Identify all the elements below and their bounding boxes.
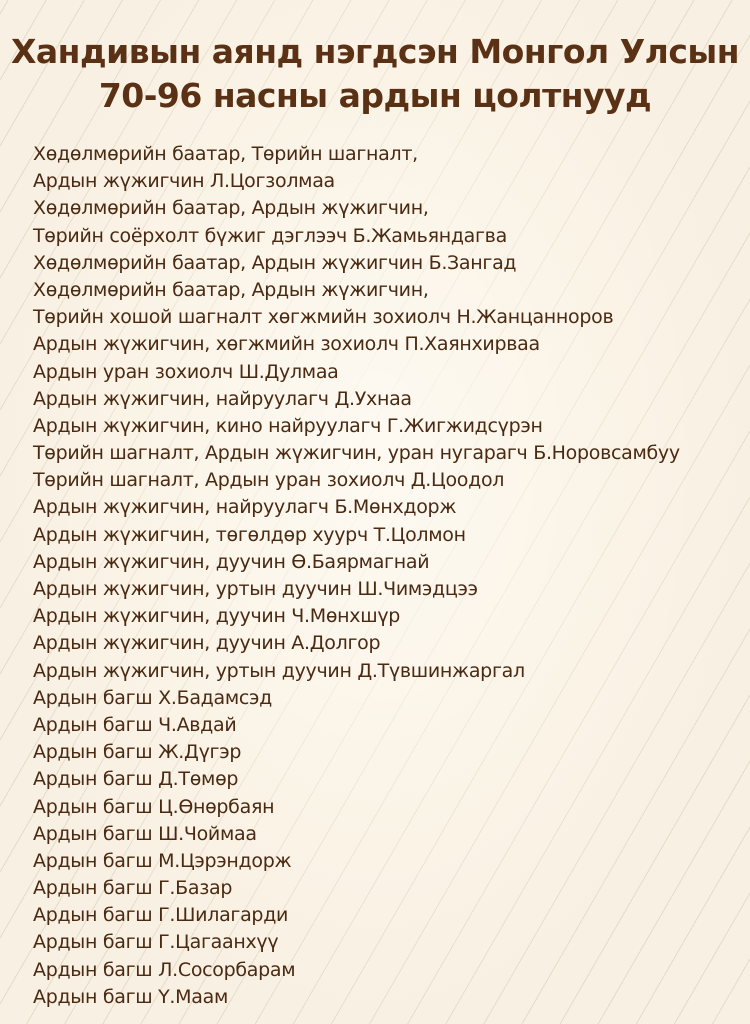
page-title-line-1: Хандивын аянд нэгдсэн Монгол Улсын <box>10 32 740 71</box>
list-item: Хөдөлмөрийн баатар, Төрийн шагналт, <box>33 143 418 165</box>
list-item: Ардын жүжигчин, хөгжмийн зохиолч П.Хаянхирваа <box>33 333 540 356</box>
list-item: Ардын багш Ү.Маам <box>33 985 228 1008</box>
list-item: Ардын уран зохиолч Ш.Дулмаа <box>33 360 339 383</box>
list-item: Ардын багш Ц.Өнөрбаян <box>33 795 275 818</box>
list-item: Ардын багш Г.Базар <box>33 877 233 900</box>
list-item: Ардын жүжигчин, дуучин Ч.Мөнхшүр <box>33 605 401 628</box>
list-item: Ардын жүжигчин, уртын дуучин Д.Түвшинжаргал <box>33 659 525 682</box>
list-item: Ардын багш Ч.Авдай <box>33 713 237 736</box>
list-item: Ардын жүжигчин, дуучин А.Долгор <box>33 632 381 655</box>
list-item: Хөдөлмөрийн баатар, Ардын жүжигчин Б.Зангад <box>33 251 517 274</box>
list-item: Төрийн шагналт, Ардын уран зохиолч Д.Цоодол <box>33 469 505 492</box>
list-item: Ардын багш Х.Бадамсэд <box>33 686 272 709</box>
list-item: Ардын багш Ж.Дүгэр <box>33 741 242 764</box>
honorees-list <box>33 141 743 1011</box>
page-title <box>0 30 750 118</box>
list-item: Ардын жүжигчин, кино найруулагч Г.Жигжидсүрэн <box>33 414 543 437</box>
list-item: Ардын багш Д.Төмөр <box>33 768 239 791</box>
page-title-line-2: 70-96 насны ардын цолтнууд <box>98 76 652 115</box>
list-item: Ардын жүжигчин, найруулагч Д.Ухнаа <box>33 387 412 410</box>
list-item: Ардын багш М.Цэрэндорж <box>33 849 292 872</box>
list-item: Хөдөлмөрийн баатар, Ардын жүжигчин, <box>33 278 429 301</box>
list-item: Ардын багш Ш.Чоймаа <box>33 822 257 845</box>
list-item: Ардын жүжигчин, дуучин Ө.Баярмагнай <box>33 550 430 573</box>
list-item: Ардын багш Г.Цагаанхүү <box>33 931 279 954</box>
list-item: Ардын жүжигчин, уртын дуучин Ш.Чимэдцээ <box>33 578 478 600</box>
list-item: Хөдөлмөрийн баатар, Ардын жүжигчин, <box>33 197 429 220</box>
list-item: Төрийн соёрхолт бүжиг дэглээч Б.Жамьяндагва <box>33 224 507 247</box>
list-item: Ардын багш Л.Сосорбарам <box>33 958 296 981</box>
list-item: Төрийн шагналт, Ардын жүжигчин, уран нугарагч Б.Норовсамбуу <box>33 442 680 465</box>
list-item: Ардын жүжигчин, найруулагч Б.Мөнхдорж <box>33 496 457 519</box>
list-item: Ардын багш Г.Шилагарди <box>33 904 289 927</box>
list-item: Төрийн хошой шагналт хөгжмийн зохиолч Н.Жанцанноров <box>33 306 614 329</box>
list-item: Ардын жүжигчин Л.Цогзолмаа <box>33 170 335 193</box>
list-item: Ардын жүжигчин, төгөлдөр хуурч Т.Цолмон <box>33 523 466 546</box>
